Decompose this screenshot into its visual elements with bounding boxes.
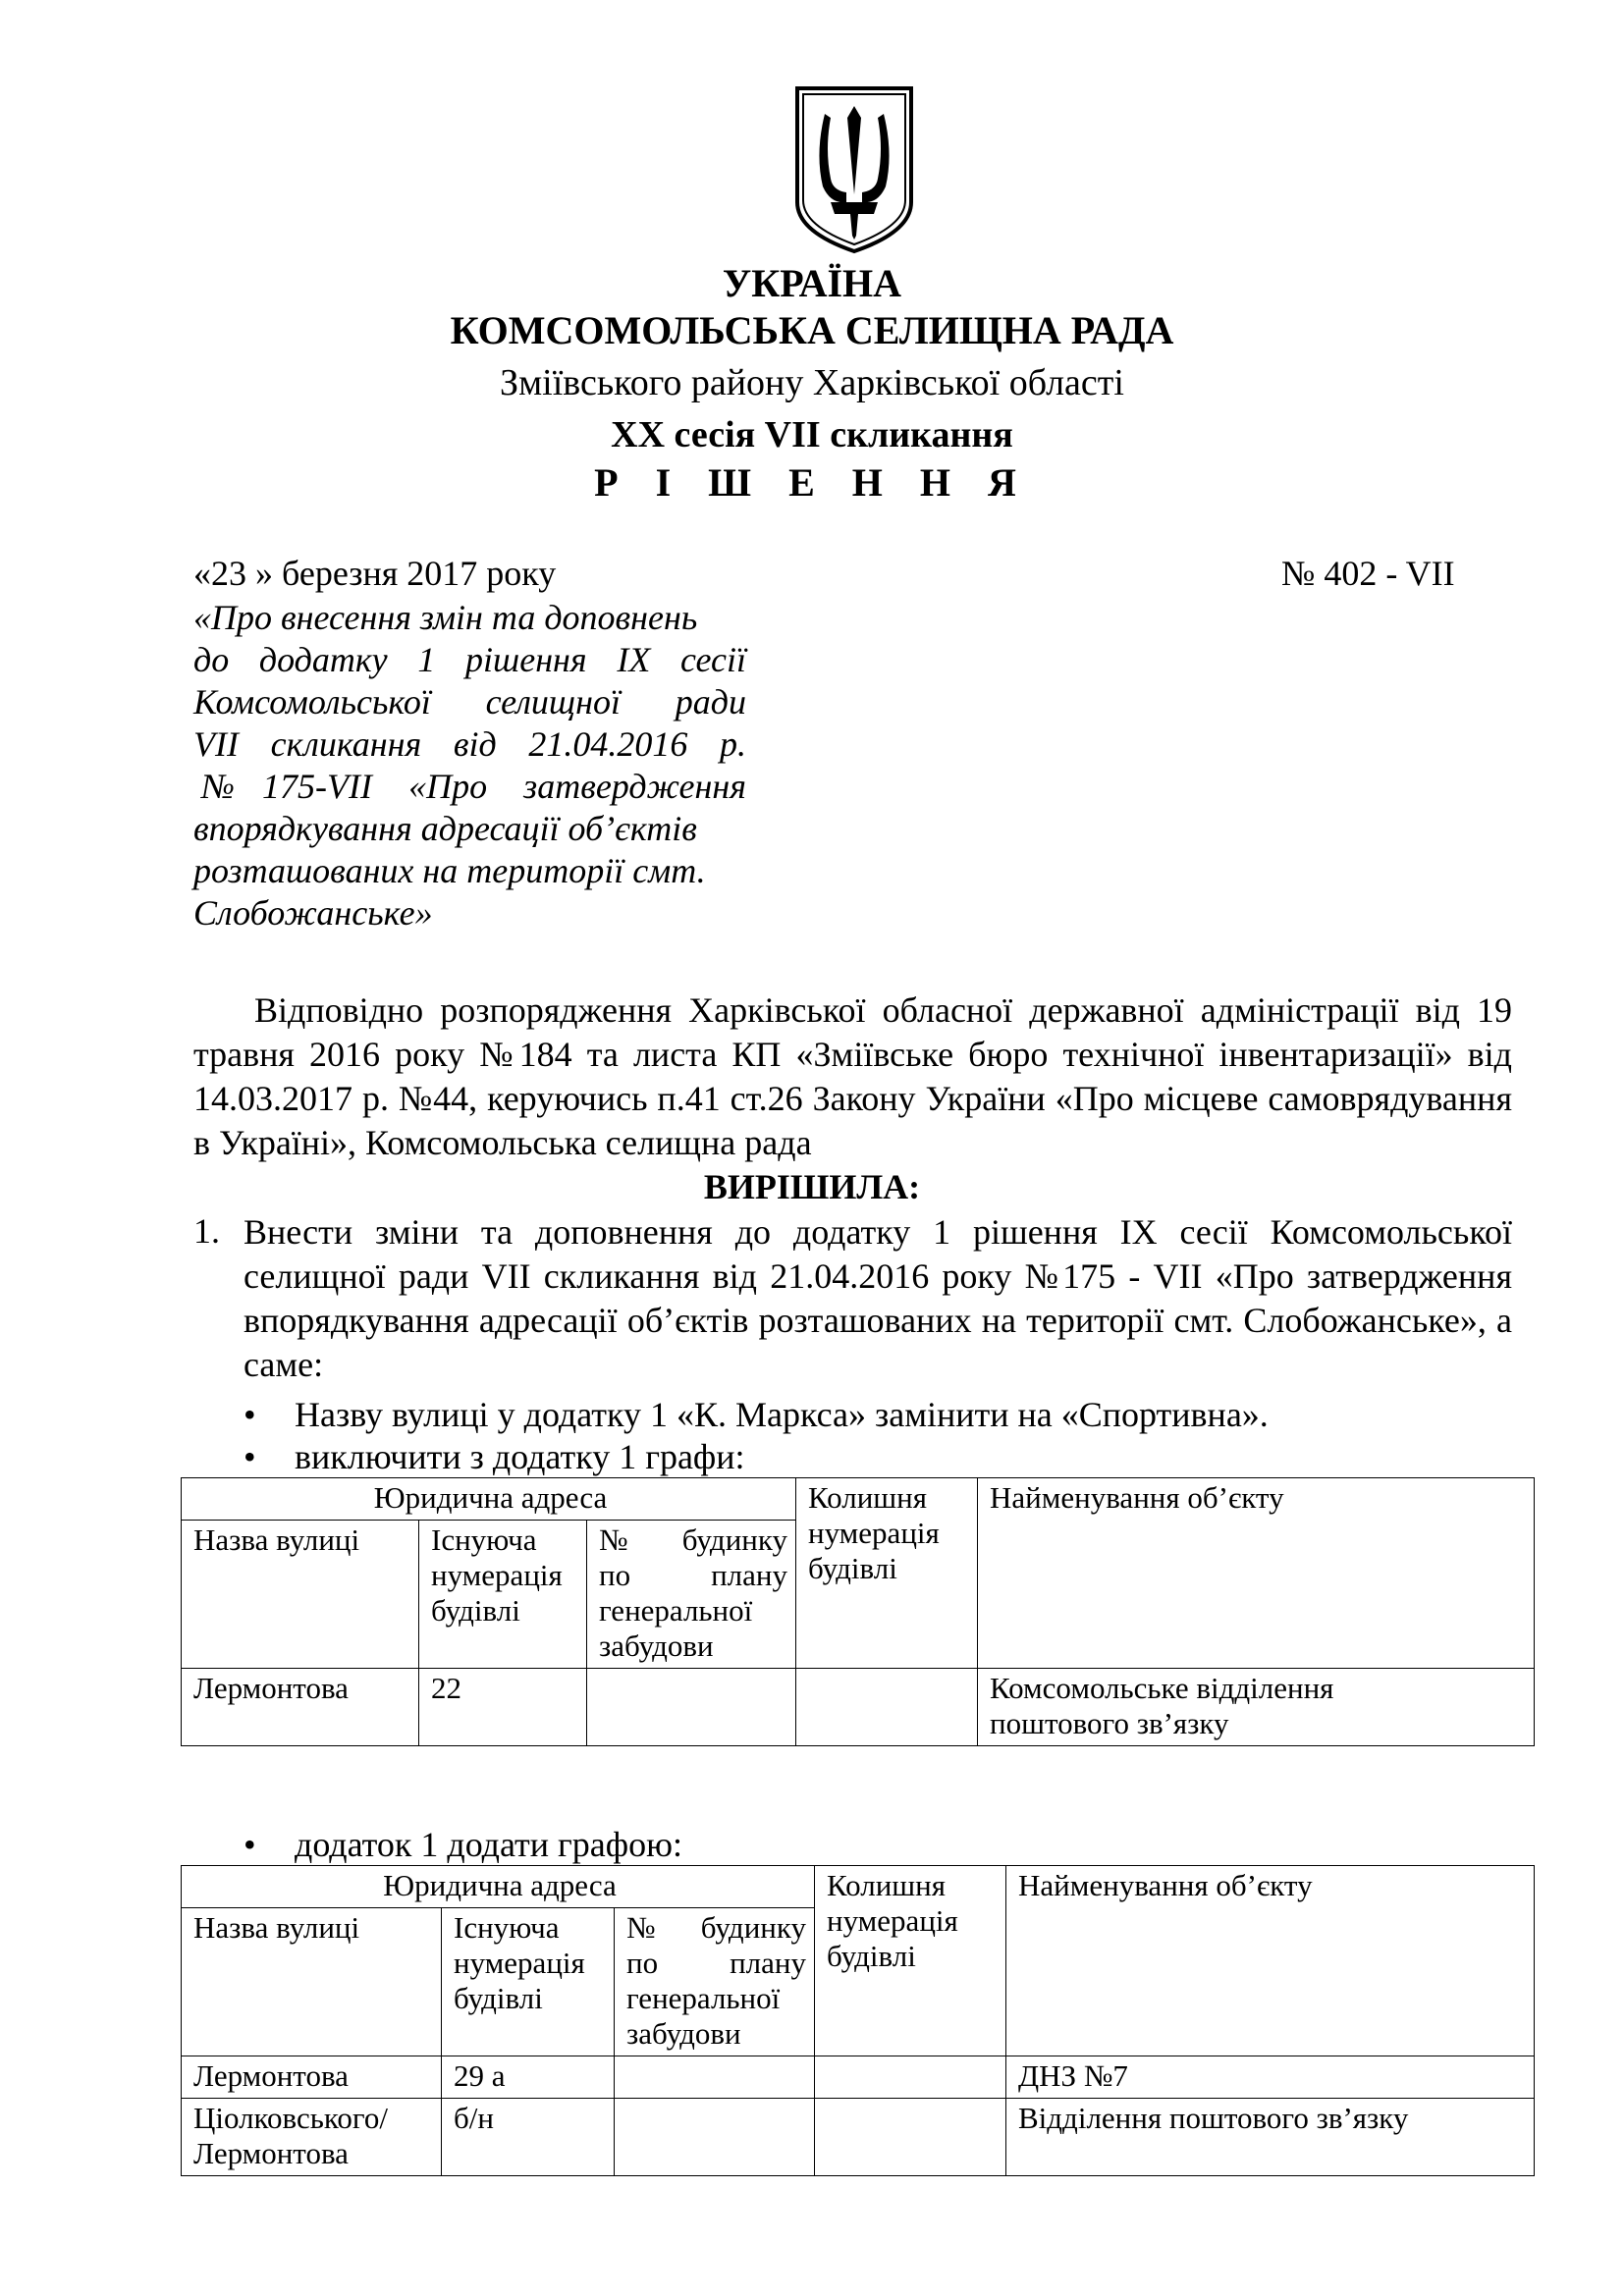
header-plan-number: № будинку по плану генеральної забудови	[587, 1521, 796, 1669]
cell-existing: б/н	[442, 2099, 615, 2176]
decision-date: «23 » березня 2017 року	[193, 554, 557, 593]
cell-street: Лермонтова	[182, 2056, 442, 2099]
item-number: 1.	[193, 1211, 220, 1251]
header-existing-numbering: Існуюча нумерація будівлі	[442, 1908, 615, 2056]
bullet-marker: •	[244, 1825, 256, 1864]
header-existing-numbering: Існуюча нумерація будівлі	[419, 1521, 587, 1669]
cell-existing: 29 а	[442, 2056, 615, 2099]
subject-line: VII скликання від 21.04.2016 р.	[193, 724, 746, 764]
subject-line: №175-VII «Про затвердження	[201, 767, 746, 806]
header-object-name: Найменування об’єкту	[978, 1478, 1535, 1669]
decision-number: № 402 - VII	[1281, 554, 1455, 593]
council-heading: КОМСОМОЛЬСЬКА СЕЛИЩНА РАДА	[450, 308, 1174, 352]
item-text: Внести зміни та доповнення до додатку 1 рішення IX сесії Комсомольської селищної ради VII скликання від 21.04.2016 року №175 - VII «Про затвердження впорядкування адресації об’єктів розташованих на території смт. Слобожанське», а саме:	[244, 1212, 1512, 1384]
cell-plan	[587, 1669, 796, 1746]
header-legal-address: Юридична адреса	[182, 1478, 796, 1521]
exclude-table	[181, 1477, 1535, 1746]
document-type-heading: Р І Ш Е Н Н Я	[594, 460, 1030, 505]
bullet-marker: •	[244, 1395, 256, 1434]
cell-former	[796, 1669, 978, 1746]
header-plan-number: № будинку по плану генеральної забудови	[615, 1908, 815, 2056]
header-street: Назва вулиці	[182, 1908, 442, 2056]
subject-line: Комсомольської селищної ради	[193, 682, 746, 721]
cell-street: Ціолковського/ Лермонтова	[182, 2099, 442, 2176]
cell-object-name: Комсомольське відділення поштового зв’язку	[978, 1669, 1535, 1746]
subject-line: «Про внесення змін та доповнень	[193, 598, 698, 637]
header-legal-address: Юридична адреса	[182, 1866, 815, 1908]
preamble-paragraph: Відповідно розпорядження Харківської обласної державної адміністрації від 19 травня 2016 року №184 та листа КП «Зміївське бюро технічної інвентаризації» від 14.03.2017 р. №44, керуючись п.41 ст.26 Закону України «Про місцеве самоврядування в Україні», Комсомольська селищна рада	[193, 990, 1512, 1162]
table-row	[182, 2099, 1535, 2176]
cell-plan	[615, 2056, 815, 2099]
subject-line: до додатку 1 рішення IX сесії	[193, 640, 746, 679]
district-subheading: Зміївського району Харківської області	[500, 362, 1124, 403]
decision-subject	[193, 597, 746, 934]
cell-object-name: ДНЗ №7	[1006, 2056, 1535, 2099]
bullet-text: виключити з додатку 1 графи:	[295, 1437, 745, 1476]
add-table	[181, 1865, 1535, 2176]
subject-line: Слобожанське»	[193, 893, 433, 933]
cell-former	[815, 2099, 1006, 2176]
subject-line: впорядкування адресації об’єктів	[193, 809, 697, 848]
country-heading: УКРАЇНА	[722, 261, 902, 305]
cell-street: Лермонтова	[182, 1669, 419, 1746]
resolved-heading: ВИРІШИЛА:	[703, 1167, 921, 1206]
coat-of-arms-trident-emblem	[791, 84, 917, 255]
session-heading: XX сесія VII скликання	[611, 414, 1013, 455]
bullet-text: Назву вулиці у додатку 1 «К. Маркса» замінити на «Спортивна».	[295, 1395, 1269, 1434]
header-street: Назва вулиці	[182, 1521, 419, 1669]
header-object-name: Найменування об’єкту	[1006, 1866, 1535, 2056]
table-row	[182, 2056, 1535, 2099]
table-row	[182, 1669, 1535, 1746]
bullet-text: додаток 1 додати графою:	[295, 1825, 682, 1864]
cell-object-name: Відділення поштового зв’язку	[1006, 2099, 1535, 2176]
cell-former	[815, 2056, 1006, 2099]
header-former-numbering: Колишня нумерація будівлі	[815, 1866, 1006, 2056]
subject-line: розташованих на території смт.	[193, 851, 706, 890]
cell-existing: 22	[419, 1669, 587, 1746]
cell-plan	[615, 2099, 815, 2176]
header-former-numbering: Колишня нумерація будівлі	[796, 1478, 978, 1669]
bullet-marker: •	[244, 1437, 256, 1476]
